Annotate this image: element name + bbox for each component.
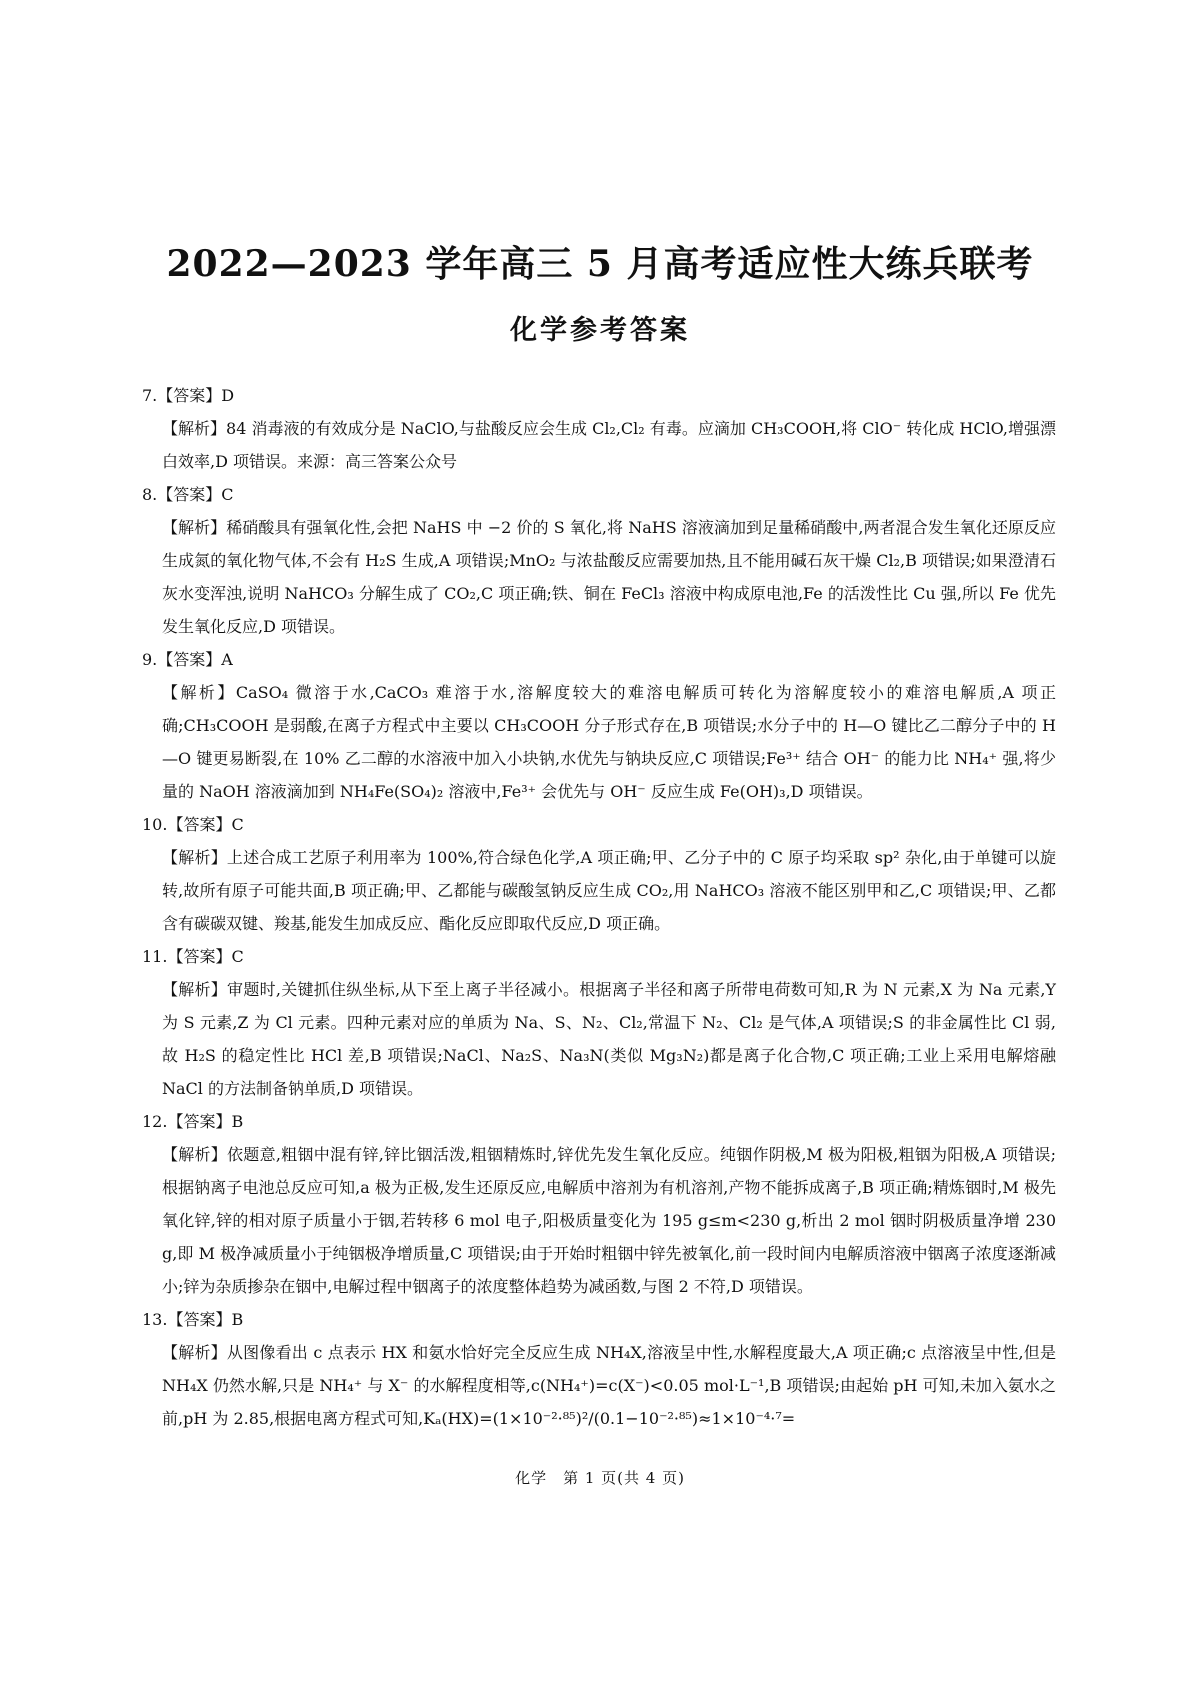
question-12 <box>142 1105 1056 1303</box>
page-title: 2022—2023 学年高三 5 月高考适应性大练兵联考 <box>166 243 1034 285</box>
question-11 <box>142 940 1056 1105</box>
explanation-text: 【解析】CaSO₄ 微溶于水,CaCO₃ 难溶于水,溶解度较大的难溶电解质可转化为溶解度较小的难溶电解质,A 项正确;CH₃COOH 是弱酸,在离子方程式中主要以 CH₃COOH 分子形式存在,B 项错误;水分子中的 H—O 键比乙二醇分子中的 H—O 键更易断裂,在 10% 乙二醇的水溶液中加入小块钠,水优先与钠块反应,C 项错误;Fe³⁺ 结合 OH⁻ 的能力比 NH₄⁺ 强,将少量的 NaOH 溶液滴加到 NH₄Fe(SO₄)₂ 溶液中,Fe³⁺ 会优先与 OH⁻ 反应生成 Fe(OH)₃,D 项错误。 <box>162 683 1056 801</box>
question-13 <box>142 1303 1056 1435</box>
answer-line: 9.【答案】A <box>142 650 233 669</box>
answer-line: 12.【答案】B <box>142 1112 244 1131</box>
answer-line: 13.【答案】B <box>142 1310 244 1329</box>
answer-line: 11.【答案】C <box>142 947 244 966</box>
explanation-text: 【解析】上述合成工艺原子利用率为 100%,符合绿色化学,A 项正确;甲、乙分子中的 C 原子均采取 sp² 杂化,由于单键可以旋转,故所有原子可能共面,B 项正确;甲、乙都能与碳酸氢钠反应生成 CO₂,用 NaHCO₃ 溶液不能区别甲和乙,C 项错误;甲、乙都含有碳碳双键、羧基,能发生加成反应、酯化反应即取代反应,D 项正确。 <box>162 848 1056 933</box>
explanation-text: 【解析】依题意,粗铟中混有锌,锌比铟活泼,粗铟精炼时,锌优先发生氧化反应。纯铟作阴极,M 极为阳极,粗铟为阳极,A 项错误;根据钠离子电池总反应可知,a 极为正极,发生还原反应,电解质中溶剂为有机溶剂,产物不能拆成离子,B 项正确;精炼铟时,M 极先氧化锌,锌的相对原子质量小于铟,若转移 6 mol 电子,阳极质量变化为 195 g≤m<230 g,析出 2 mol 铟时阴极质量净增 230 g,即 M 极净减质量小于纯铟极净增质量,C 项错误;由于开始时粗铟中锌先被氧化,前一段时间内电解质溶液中铟离子浓度逐渐减小;锌为杂质掺杂在铟中,电解过程中铟离子的浓度整体趋势为减函数,与图 2 不符,D 项错误。 <box>162 1145 1056 1296</box>
explanation-text: 【解析】84 消毒液的有效成分是 NaClO,与盐酸反应会生成 Cl₂,Cl₂ 有毒。应滴加 CH₃COOH,将 ClO⁻ 转化成 HClO,增强漂白效率,D 项错误。来源：高三答案公众号 <box>162 419 1056 471</box>
answer-line: 7.【答案】D <box>142 386 235 405</box>
explanation-text: 【解析】从图像看出 c 点表示 HX 和氨水恰好完全反应生成 NH₄X,溶液呈中性,水解程度最大,A 项正确;c 点溶液呈中性,但是 NH₄X 仍然水解,只是 NH₄⁺ 与 X⁻ 的水解程度相等,c(NH₄⁺)=c(X⁻)<0.05 mol·L⁻¹,B 项错误;由起始 pH 可知,未加入氨水之前,pH 为 2.85,根据电离方程式可知,Kₐ(HX)=(1×10⁻²·⁸⁵)²/(0.1−10⁻²·⁸⁵)≈1×10⁻⁴·⁷= <box>162 1343 1056 1428</box>
question-10 <box>142 808 1056 940</box>
page-footer: 化学 第 1 页(共 4 页) <box>515 1469 685 1487</box>
explanation-text: 【解析】审题时,关键抓住纵坐标,从下至上离子半径减小。根据离子半径和离子所带电荷数可知,R 为 N 元素,X 为 Na 元素,Y 为 S 元素,Z 为 Cl 元素。四种元素对应的单质为 Na、S、N₂、Cl₂,常温下 N₂、Cl₂ 是气体,A 项错误;S 的非金属性比 Cl 弱,故 H₂S 的稳定性比 HCl 差,B 项错误;NaCl、Na₂S、Na₃N(类似 Mg₃N₂)都是离子化合物,C 项正确;工业上采用电解熔融 NaCl 的方法制备钠单质,D 项错误。 <box>162 980 1056 1098</box>
answer-line: 8.【答案】C <box>142 485 234 504</box>
question-9 <box>142 643 1056 808</box>
answer-line: 10.【答案】C <box>142 815 244 834</box>
answer-list <box>142 379 1056 1435</box>
page-subtitle: 化学参考答案 <box>510 315 690 346</box>
question-7 <box>142 379 1056 478</box>
explanation-text: 【解析】稀硝酸具有强氧化性,会把 NaHS 中 −2 价的 S 氧化,将 NaHS 溶液滴加到足量稀硝酸中,两者混合发生氧化还原反应生成氮的氧化物气体,不会有 H₂S 生成,A 项错误;MnO₂ 与浓盐酸反应需要加热,且不能用碱石灰干燥 Cl₂,B 项错误;如果澄清石灰水变浑浊,说明 NaHCO₃ 分解生成了 CO₂,C 项正确;铁、铜在 FeCl₃ 溶液中构成原电池,Fe 的活泼性比 Cu 强,所以 Fe 优先发生氧化反应,D 项错误。 <box>162 518 1056 636</box>
question-8 <box>142 478 1056 643</box>
